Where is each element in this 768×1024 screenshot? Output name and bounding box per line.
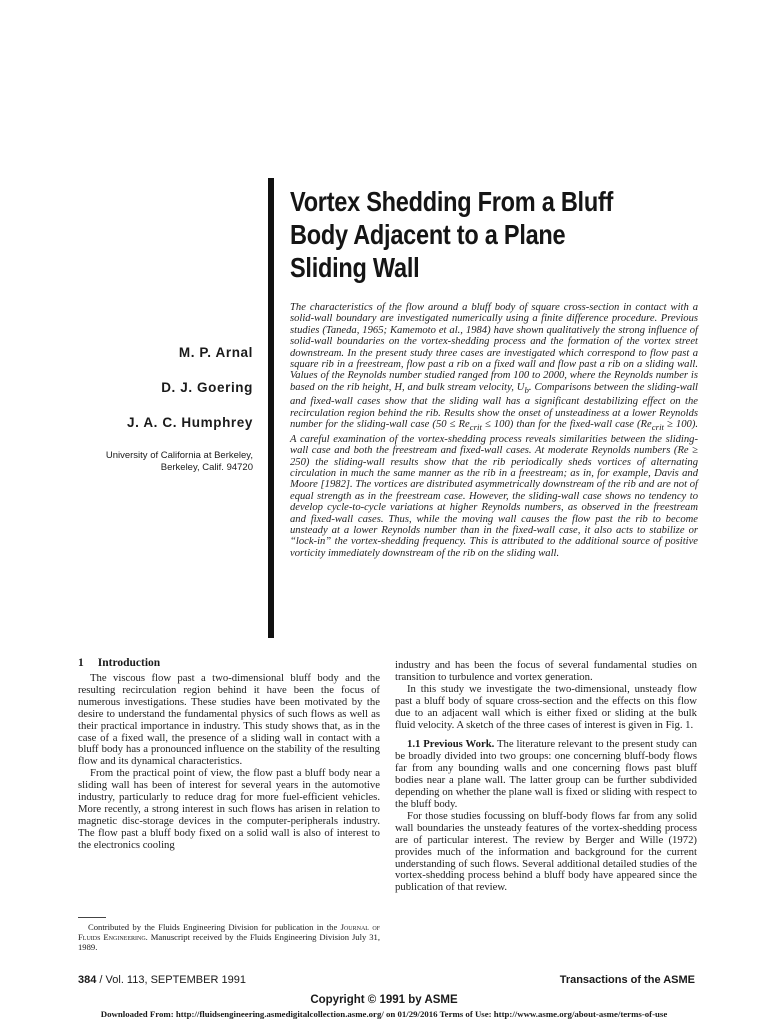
affiliation-line: Berkeley, Calif. 94720 — [160, 462, 253, 473]
abstract — [290, 302, 698, 559]
author-name: D. J. Goering — [161, 380, 253, 395]
body-paragraph: For those studies focussing on bluff-body flows far from any solid wall boundaries the unsteady features of the vortex-shedding process are of particular interest. The review by Berger and Wille (1972) provides much of the information and background for the current understanding of such flows. Several additional detailed studies of the vortex-shedding process behind a bluff body have appeared since the publication of that review. — [395, 809, 697, 894]
body-paragraph — [395, 739, 697, 810]
body-paragraph: From the practical point of view, the flow past a bluff body near a sliding wall has been of interest for several years in the automotive industry, particularly to reduce drag for more fuel-efficient vehicles. More recently, a strong interest in such flows has arisen in relation to magnetic disc-storage devices in the computer-peripherals industry. The flow past a bluff body fixed on a solid wall is also of interest to the electronics cooling — [78, 767, 380, 851]
author-name: J. A. C. Humphrey — [127, 415, 253, 430]
abstract-subscript: crit — [469, 422, 482, 433]
section-title: Introduction — [97, 657, 161, 669]
author-block — [43, 345, 253, 474]
volume-info: / Vol. 113, SEPTEMBER 1991 — [96, 974, 246, 986]
footnote-text: Contributed by the Fluids Engineering Division for publication in the — [88, 922, 341, 932]
abstract-subscript: b — [524, 384, 529, 395]
article-title: Vortex Shedding From a Bluff Body Adjacent to a Plane Sliding Wall — [290, 186, 614, 283]
body-paragraph: industry and has been the focus of several fundamental studies on transition to turbulence and vortex generation. — [395, 659, 697, 683]
author-name: M. P. Arnal — [178, 345, 253, 360]
author-affiliation — [43, 450, 253, 474]
abstract-text: . Comparisons between the sliding-wall and fixed-wall cases show that the sliding wall has a significant destabilizing effect on the recirculation region behind the rib. Results show the onset of unsteadiness at a lower Reynolds number for the sliding-wall case (50 ≤ Re — [290, 381, 699, 431]
page-footer-left — [78, 974, 246, 986]
body-paragraph-text: The literature relevant to the present study can be broadly divided into two groups: one concerning bluff-body flows far from any bounding walls and one concerning flows past bluff bodies near a plane wall. The latter group can be further subdivided depending on whether the plane wall is fixed or sliding with respect to the bluff body. — [395, 738, 697, 810]
download-notice: Downloaded From: http://fluidsengineering.asmedigitalcollection.asme.org/ on 01/29/2016 Terms of Use: http://www.asme.org/about-asme/terms-of-use — [100, 1009, 668, 1019]
body-column-right — [395, 660, 697, 894]
body-paragraph: The viscous flow past a two-dimensional bluff body and the resulting recirculation region behind it have been the focus of numerous investigations. These studies have been motivated by the desire to understand the fundamental physics of such flows as well as their practical importance in industry. This study shows that, as in the case of a fixed wall, the presence of a sliding wall in contact with a bluff body has a pronounced influence on the stability of the resulting flow and its dynamical characteristics. — [78, 672, 380, 768]
title-rule-bar — [268, 178, 274, 638]
body-paragraph: In this study we investigate the two-dimensional, unsteady flow past a bluff body of square cross-section and the effects on this flow due to an adjacent wall which is either fixed or sliding at the bulk fluid velocity. A sketch of the three cases of interest is given in Fig. 1. — [395, 682, 697, 731]
footnote — [78, 922, 380, 953]
abstract-text: ≥ 100). A careful examination of the vortex-shedding process reveals similarities between the sliding-wall case and both the freestream and fixed-wall cases. At moderate Reynolds numbers (Re ≥ 250) the sliding-wall results show that the rib periodically sheds vortices of alternating circulation in much the same manner as the rib in a freestream; as in, for example, Davis and Moore [1982]. The vortices are distributed asymmetrically downstream of the rib and are not of equal strength as in the freestream case. However, the sliding-wall case shows no tendency to develop cycle-to-cycle variations at higher Reynolds numbers, as observed in the freestream and fixed-wall cases. Thus, while the moving wall causes the flow past the rib to become unsteady at a lower Reynolds number than in the fixed-wall case, it also acts to stabilize or “lock-in” the vortex-shedding frequency. This is attributed to the additional source of positive vorticity immediately downstream of the rib on the sliding wall. — [290, 419, 698, 559]
journal-name: Transactions of the ASME — [559, 974, 695, 986]
page-number: 384 — [78, 974, 97, 986]
affiliation-line: University of California at Berkeley, — [105, 450, 253, 461]
abstract-text: ≤ 100) than for the fixed-wall case (Re — [481, 419, 652, 431]
subsection-heading: 1.1 Previous Work. — [407, 738, 495, 751]
abstract-subscript: crit — [651, 422, 664, 433]
section-heading — [78, 657, 160, 669]
body-column-left — [78, 673, 380, 852]
footnote-text: . Manuscript received by the Fluids Engineering Division July 31, 1989. — [78, 932, 380, 953]
footnote-journal: Journal of Fluids Engineering — [78, 922, 380, 943]
abstract-text: The characteristics of the flow around a bluff body of square cross-section in contact with a solid-wall boundary are investigated numerically using a finite difference procedure. Previous studies (Taneda, 1965; Kamemoto et al., 1984) have shown qualitatively the strong influence of solid-wall boundaries on the vortex-shedding process and the formation of the vortex street downstream. In the present study three cases are investigated which correspond to flow past a square rib in a freestream, flow past a rib on a fixed wall and flow past a rib on a sliding wall. Values of the Reynolds number studied ranged from 100 to 2000, where the Reynolds number is based on the rib height, H, and bulk stream velocity, U — [290, 302, 698, 393]
section-number: 1 — [78, 657, 84, 669]
copyright-notice: Copyright © 1991 by ASME — [310, 994, 458, 1006]
footnote-rule — [78, 917, 106, 918]
